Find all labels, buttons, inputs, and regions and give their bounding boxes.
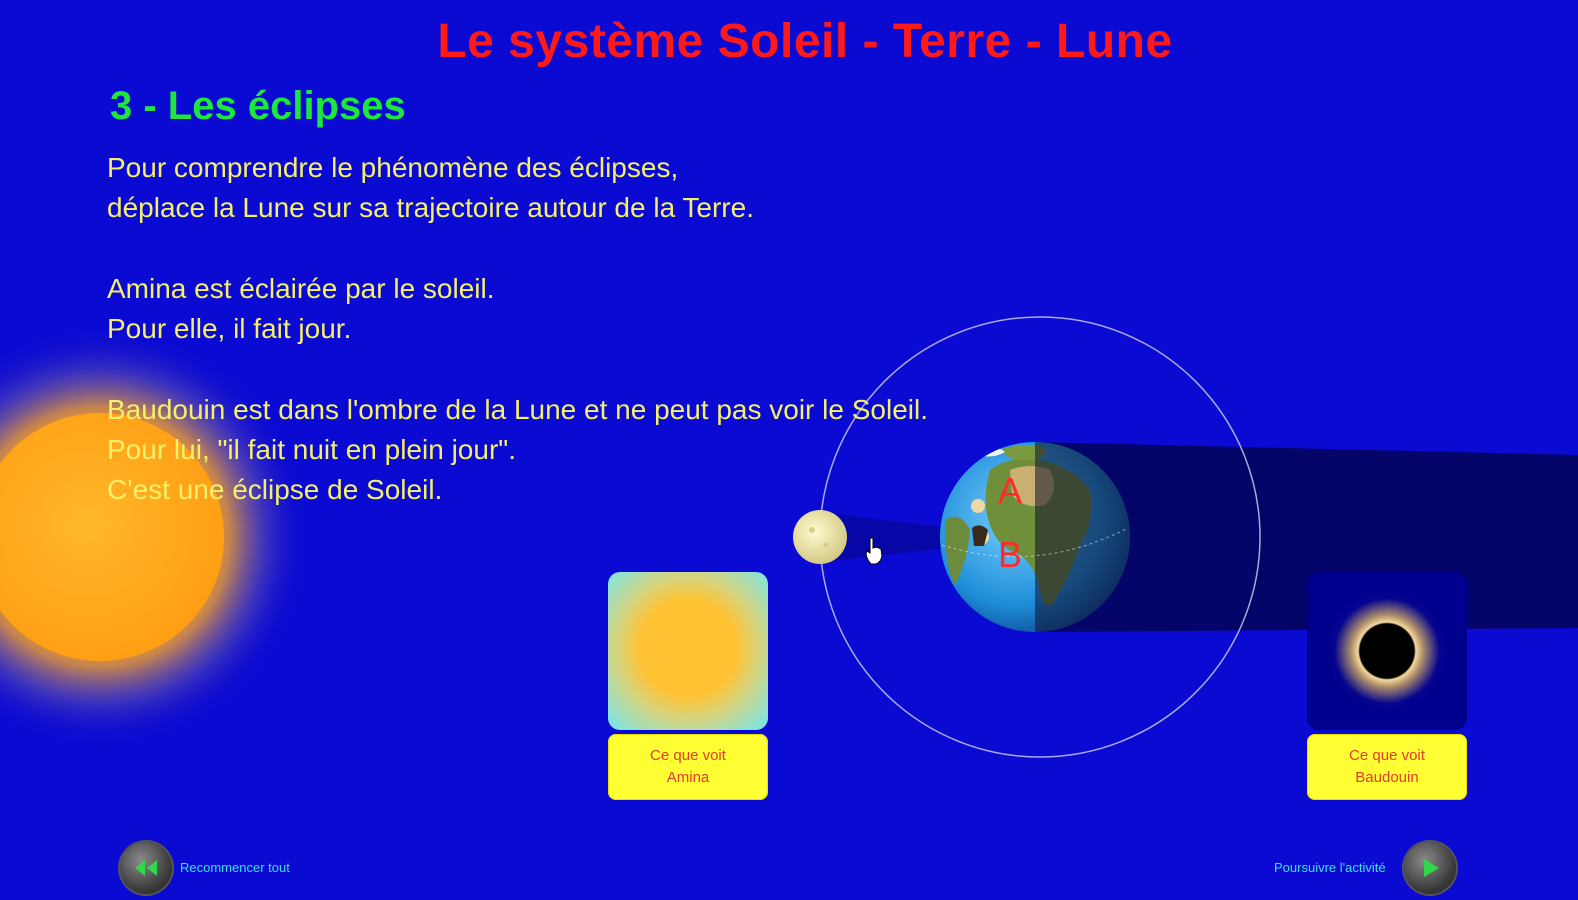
location-label-a: A bbox=[998, 470, 1023, 511]
baudouin-line: Baudouin est dans l'ombre de la Lune et ne peut pas voir le Soleil. bbox=[107, 394, 928, 425]
baudouin-line: Pour lui, "il fait nuit en plein jour". bbox=[107, 434, 516, 465]
caption-line: Ce que voit bbox=[650, 747, 726, 764]
intro-line: déplace la Lune sur sa trajectoire autour de la Terre. bbox=[107, 192, 754, 223]
baudouin-paragraph bbox=[107, 390, 928, 510]
moon-icon[interactable] bbox=[793, 510, 847, 564]
baudouin-view-panel bbox=[1307, 572, 1467, 730]
intro-paragraph bbox=[107, 148, 754, 228]
caption-line: Amina bbox=[666, 769, 710, 786]
baudouin-view-caption bbox=[1307, 734, 1467, 800]
amina-view-panel bbox=[608, 572, 768, 730]
amina-line: Amina est éclairée par le soleil. bbox=[107, 273, 495, 304]
amina-paragraph bbox=[107, 269, 495, 349]
play-icon bbox=[1418, 856, 1442, 880]
location-label-b: B bbox=[998, 534, 1023, 575]
amina-line: Pour elle, il fait jour. bbox=[107, 313, 352, 344]
amina-view-caption bbox=[608, 734, 768, 800]
intro-line: Pour comprendre le phénomène des éclipses, bbox=[107, 152, 679, 183]
rewind-icon bbox=[131, 858, 161, 878]
page-title: Le système Soleil - Terre - Lune bbox=[437, 15, 1173, 68]
caption-line: Ce que voit bbox=[1349, 747, 1425, 764]
baudouin-line: C'est une éclipse de Soleil. bbox=[107, 474, 443, 505]
restart-label[interactable]: Recommencer tout bbox=[180, 860, 290, 875]
eclipsed-sun-icon bbox=[1327, 591, 1447, 711]
restart-button[interactable] bbox=[120, 842, 172, 894]
continue-label[interactable]: Poursuivre l'activité bbox=[1274, 860, 1386, 875]
section-heading: 3 - Les éclipses bbox=[110, 84, 406, 128]
amina-figure bbox=[971, 499, 985, 513]
caption-line: Baudouin bbox=[1355, 769, 1419, 786]
continue-button[interactable] bbox=[1404, 842, 1456, 894]
